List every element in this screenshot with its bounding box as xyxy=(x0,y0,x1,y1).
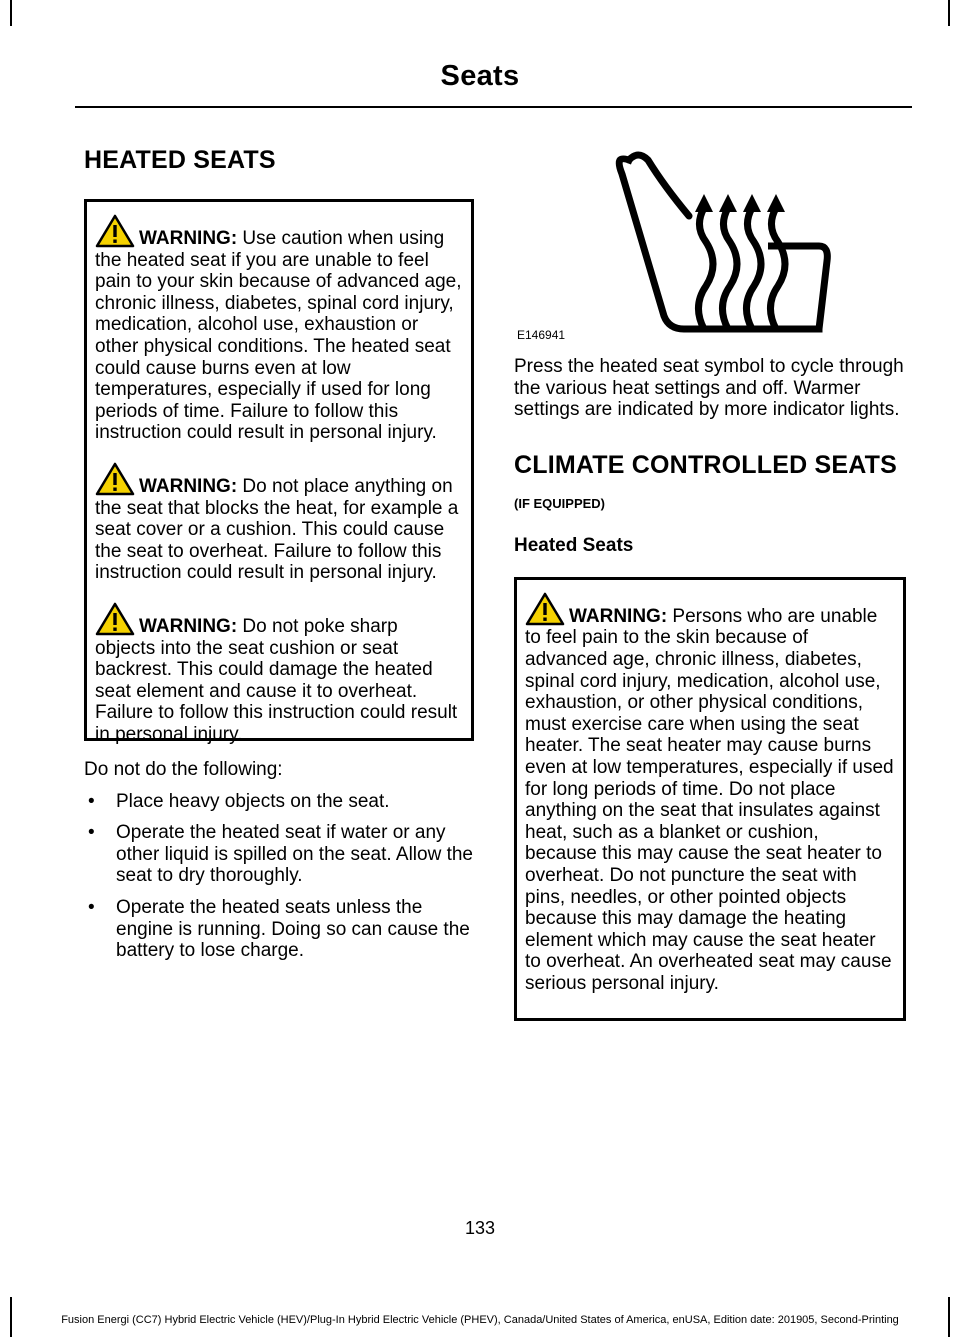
warning-triangle-icon xyxy=(525,592,565,626)
list-item xyxy=(84,897,474,962)
list-item xyxy=(84,822,474,887)
subsection-heading: Heated Seats xyxy=(514,534,634,556)
warning-text: Do not place anything on the seat that blocks the heat, for example a seat cover or a cushion. This could cause the seat to overheat. Failure to follow this instruction could result in personal injury. xyxy=(95,475,459,584)
figure-id: E146941 xyxy=(517,328,566,342)
section-heading-climate-controlled-seats: CLIMATE CONTROLLED SEATS xyxy=(514,450,898,479)
bullet-list xyxy=(84,791,474,962)
heated-seat-icon xyxy=(514,146,906,346)
warning-label: WARNING: xyxy=(139,475,238,497)
bullet-marker: • xyxy=(88,790,95,812)
warning-text: Persons who are unable to feel pain to the skin because of advanced age, chronic illness, diabetes, spinal cord injury, medication, alcohol use, exhaustion, or other physical conditions, must exercise care when using the seat heater. The seat heater may cause burns even at low temperatures, especially if used for long periods of time. Do not place anything on the seat that insulates against heat, such as a blanket or cushion, because this may cause the seat heater to overheat. Do not puncture the seat with pins, needles, or other pointed objects because this may damage the heating element which may cause the seat heater to overheat. An overheated seat may cause serious personal injury. xyxy=(525,605,894,994)
warning-paragraph xyxy=(95,602,463,746)
warning-text: Do not poke sharp objects into the seat cushion or seat backrest. This could damage the heated seat element and cause it to overheat. Failure to follow this instruction could result in personal injury. xyxy=(95,615,458,745)
list-item-text: Operate the heated seat if water or any other liquid is spilled on the seat. Allow the seat to dry thoroughly. xyxy=(116,822,473,887)
right-column xyxy=(514,146,906,1021)
warning-triangle-icon xyxy=(95,602,135,636)
crop-mark-top-left xyxy=(10,0,12,26)
warning-paragraph xyxy=(525,592,895,995)
subheading: (IF EQUIPPED) xyxy=(514,495,606,511)
list-item-text: Place heavy objects on the seat. xyxy=(116,790,390,812)
warning-paragraph xyxy=(95,462,463,584)
warning-label: WARNING: xyxy=(139,615,238,637)
warning-box xyxy=(514,577,906,1021)
paragraph: Press the heated seat symbol to cycle through the various heat settings and off. Warmer settings are indicated by more indicator lights. xyxy=(514,356,904,421)
warning-label: WARNING: xyxy=(139,228,238,249)
bullet-marker: • xyxy=(88,896,95,918)
bullet-marker: • xyxy=(88,822,95,844)
left-column xyxy=(84,146,474,972)
warning-text: Use caution when using the heated seat if you are unable to feel pain to your skin because of advanced age, chronic illness, diabetes, spinal cord injury, medication, alcohol use, exhaustion or other physical conditions. The heated seat could cause burns even at low temperatures, especially if used for long periods of time. Failure to follow this instruction could result in personal injury. xyxy=(95,228,462,444)
warning-paragraph xyxy=(95,214,463,444)
list-item-text: Operate the heated seats unless the engine is running. Doing so can cause the battery to lose charge. xyxy=(116,896,470,962)
page-number: 133 xyxy=(464,1218,496,1238)
warning-triangle-icon xyxy=(95,214,135,248)
warning-triangle-icon xyxy=(95,462,135,496)
page-title: Seats xyxy=(440,60,520,92)
list-intro: Do not do the following: xyxy=(84,759,283,780)
footer-text: Fusion Energi (CC7) Hybrid Electric Vehicle (HEV)/Plug-In Hybrid Electric Vehicle (PHEV), Canada/United States of America, enUSA, Edition date: 201905, Second-Printing xyxy=(61,1314,899,1326)
heated-seat-figure xyxy=(514,146,906,346)
header-rule xyxy=(75,106,912,108)
crop-mark-top-right xyxy=(948,0,950,26)
section-heading-heated-seats: HEATED SEATS xyxy=(84,146,276,174)
list-item xyxy=(84,791,474,813)
warning-label: WARNING: xyxy=(569,605,668,627)
warning-box xyxy=(84,199,474,745)
